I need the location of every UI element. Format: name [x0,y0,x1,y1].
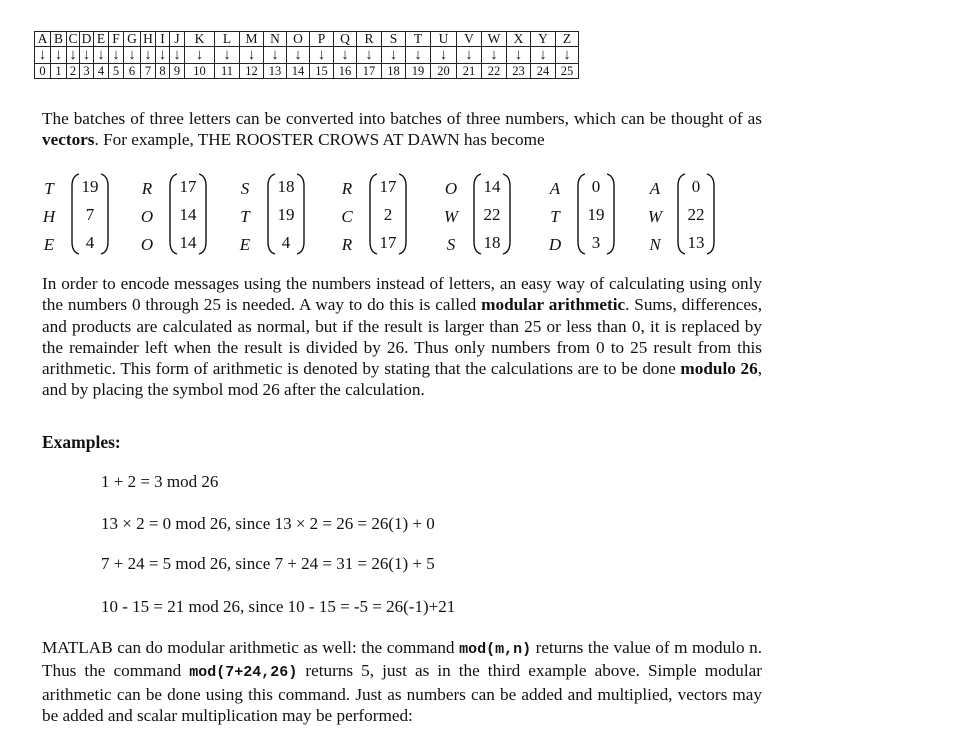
cipher-letter-cell: M [240,32,264,47]
cipher-number-cell: 17 [357,64,382,79]
vector-number: 0 [591,177,601,196]
vector-letter: O [140,207,154,226]
cipher-arrow-cell: ↓ [156,47,170,64]
matlab-text-2: returns the value of m modulo n. Thus the command [42,638,762,681]
cipher-arrow-cell: ↓ [287,47,310,64]
matlab-paragraph [42,637,762,726]
cipher-letter-cell: T [406,32,431,47]
vector-number: 22 [483,205,501,224]
cipher-number-cell: 8 [156,64,170,79]
modular-text-2: . Sums, differences, and products are calculated as normal, but if the result is larger than 25 or less than 0, it is replaced by the remainder left when the result is divided by 26. Thus only numbers from 0 to 25 result from this arithmetic. This form of arithmetic is denoted by stating that the calculations are to be done [42,295,762,379]
intro-paragraph [42,108,762,151]
cipher-number-cell: 7 [141,64,156,79]
vector-letter: T [550,207,560,226]
cipher-numbers-row [35,64,579,79]
cipher-arrow-cell: ↓ [482,47,507,64]
vector-letter: T [44,179,54,198]
cipher-number-cell: 0 [35,64,51,79]
vector-number: 7 [85,205,95,224]
vector-examples [40,172,740,256]
cipher-arrow-cell: ↓ [94,47,109,64]
cipher-letter-cell: O [287,32,310,47]
vector-number: 17 [379,233,397,252]
vector-number: 22 [687,205,705,224]
cipher-letter-cell: E [94,32,109,47]
cipher-number-cell: 14 [287,64,310,79]
cipher-number-cell: 16 [334,64,357,79]
vector-letter: O [140,235,154,254]
cipher-arrow-cell: ↓ [124,47,141,64]
right-paren [297,174,304,254]
cipher-letter-cell: C [68,31,78,47]
vector-letter: S [446,235,456,254]
right-paren [399,174,406,254]
cipher-number-cell: 22 [482,64,507,79]
right-paren [503,174,510,254]
cipher-arrow-cell: ↓ [51,47,67,64]
cipher-letter-cell: N [264,32,287,47]
vector-letter: R [141,179,153,198]
example-line: 7 + 24 = 5 mod 26, since 7 + 24 = 31 = 26(1) + 5 [101,554,435,573]
cipher-arrow-cell: ↓ [334,47,357,64]
vector-number: 2 [383,205,393,224]
vector-letter: T [240,207,250,226]
vector-number: 13 [687,233,705,252]
cipher-arrow-cell: ↓ [507,47,531,64]
cipher-letter-cell: R [357,32,382,47]
cipher-arrow-cell: ↓ [556,47,579,64]
vector-number: 14 [483,177,501,196]
cipher-letter-cell: Z [556,32,579,47]
cipher-arrow-cell: ↓ [310,47,334,64]
cipher-letters-row [35,32,579,47]
vector-letter: E [43,235,55,254]
cipher-letter-cell: V [457,32,482,47]
vector-number: 4 [85,233,95,252]
cipher-arrow-cell: ↓ [431,47,457,64]
vector-letter: H [42,207,56,226]
cipher-number-cell: 24 [531,64,556,79]
vector-letter: A [549,179,561,198]
vector-letter: R [341,235,353,254]
vector-number: 19 [587,205,605,224]
right-paren [199,174,206,254]
cipher-arrow-cell: ↓ [406,47,431,64]
cipher-letter-cell: J [170,32,185,47]
vector-number: 17 [379,177,397,196]
vector-letter: O [444,179,458,198]
cipher-arrow-cell: ↓ [67,47,80,64]
cipher-letter-cell: G [124,32,141,47]
modular-text-1: In order to encode messages using the numbers instead of letters, an easy way of calculating using only the numbers 0 through 25 is needed. A way to do this is called [42,274,762,315]
cipher-letter-cell: H [141,32,156,47]
cipher-number-cell: 21 [457,64,482,79]
vector-number: 19 [277,205,295,224]
cipher-number-cell: 18 [382,64,406,79]
intro-bold-vectors: vectors [42,130,95,150]
vector-number: 18 [483,233,501,252]
modulo-bold-term: modulo 26 [680,359,758,379]
vector-number: 4 [281,233,291,252]
cipher-number-cell: 25 [556,64,579,79]
right-paren [607,174,614,254]
cipher-letter-cell: I [156,32,170,47]
cipher-letter-cell: F [109,32,124,47]
matlab-code-example: mod(7+24,26) [189,664,298,682]
vector-letter: E [239,235,251,254]
vector-number: 14 [179,233,197,252]
matlab-code-mod: mod(m,n) [459,641,532,658]
example-line: 1 + 2 = 3 mod 26 [101,472,219,491]
example-line: 13 × 2 = 0 mod 26, since 13 × 2 = 26 = 26(1) + 0 [101,514,435,533]
modular-text-3: , and by placing the symbol mod 26 after the calculation. [42,359,762,400]
cipher-letter-cell: A [35,32,51,47]
vector-letter: W [647,207,663,226]
vector-number: 3 [591,233,601,252]
cipher-letter-cell: D [80,32,94,47]
right-paren [707,174,714,254]
cipher-arrow-cell: ↓ [170,47,185,64]
matlab-text-1: MATLAB can do modular arithmetic as well: the command [42,638,460,657]
vector-number: 14 [179,205,197,224]
vector-number: 18 [277,177,295,196]
cipher-letter-cell: Q [334,32,357,47]
cipher-arrow-cell: ↓ [215,47,240,64]
cipher-arrow-cell: ↓ [531,47,556,64]
cipher-arrow-cell: ↓ [382,47,406,64]
vector-letter: A [649,179,661,198]
cipher-number-cell: 2 [67,64,80,79]
cipher-number-cell: 19 [406,64,431,79]
cipher-arrow-cell: ↓ [35,47,51,64]
modular-bold-term: modular arithmetic [481,295,626,315]
cipher-letter-cell: L [215,32,240,47]
cipher-arrow-cell: ↓ [109,47,124,64]
vector-letter: C [341,207,353,226]
cipher-number-cell: 5 [109,64,124,79]
cipher-number-cell: 3 [80,64,94,79]
cipher-number-cell: 15 [310,64,334,79]
intro-text-2: . For example, THE ROOSTER CROWS AT DAWN has become [94,130,545,150]
vector-number: 0 [691,177,701,196]
cipher-arrow-cell: ↓ [264,47,287,64]
cipher-number-cell: 9 [170,64,185,79]
cipher-letter-cell: K [185,32,215,47]
cipher-letter-cell: U [431,32,457,47]
cipher-number-cell: 12 [240,64,264,79]
examples-heading: Examples: [42,432,121,452]
matlab-text-3: returns 5, just as in the third example above. Simple modular arithmetic can be done using this command. Just as numbers can be added and multiplied, vectors may be added and scalar multiplication may be performed: [42,661,762,725]
cipher-table [34,31,579,79]
cipher-number-cell: 11 [215,64,240,79]
cipher-number-cell: 4 [94,64,109,79]
cipher-letter-cell: P [310,32,334,47]
vector-letter: R [341,179,353,198]
vector-letter: W [443,207,459,226]
vector-number: 17 [179,177,197,196]
cipher-number-cell: 23 [507,64,531,79]
intro-text-1: The batches of three letters can be converted into batches of three numbers, which can be thought of as [42,109,762,128]
cipher-letter-cell: B [51,32,67,47]
cipher-letter-cell: S [382,32,406,47]
cipher-number-cell: 20 [431,64,457,79]
vector-letter: N [649,235,661,254]
vector-number: 19 [81,177,99,196]
cipher-number-cell: 1 [51,64,67,79]
cipher-number-cell: 6 [124,64,141,79]
cipher-arrow-cell: ↓ [457,47,482,64]
cipher-arrow-cell: ↓ [80,47,94,64]
cipher-letter-cell: Y [531,32,556,47]
cipher-arrow-cell: ↓ [357,47,382,64]
cipher-arrows-row [35,47,579,64]
cipher-arrow-cell: ↓ [240,47,264,64]
cipher-number-cell: 13 [264,64,287,79]
cipher-number-cell: 10 [185,64,215,79]
cipher-arrow-cell: ↓ [185,47,215,64]
cipher-letter-cell: W [482,32,507,47]
vector-letter: S [240,179,250,198]
cipher-letter-cell: X [507,32,531,47]
modular-paragraph [42,273,762,401]
example-line: 10 - 15 = 21 mod 26, since 10 - 15 = -5 = 26(-1)+21 [101,597,456,616]
cipher-arrow-cell: ↓ [141,47,156,64]
vector-letter: D [548,235,562,254]
right-paren [101,174,108,254]
